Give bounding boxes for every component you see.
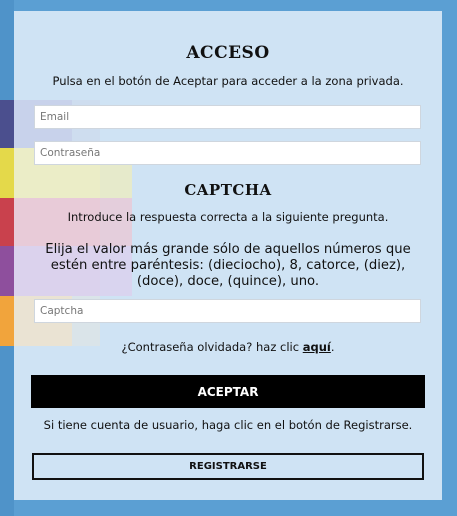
register-button[interactable]: REGISTRARSE	[32, 453, 424, 480]
password-field[interactable]	[34, 141, 421, 165]
register-hint: Si tiene cuenta de usuario, haga clic en el botón de Registrarse.	[43, 418, 413, 432]
captcha-title: CAPTCHA	[184, 181, 272, 199]
captcha-field[interactable]	[34, 299, 421, 323]
forgot-password-line	[14, 340, 442, 354]
login-panel	[14, 11, 442, 500]
forgot-password-suffix: .	[330, 340, 335, 354]
forgot-password-link[interactable]: aquí	[302, 340, 331, 354]
captcha-question: Elija el valor más grande sólo de aquellos números que estén entre paréntesis: (dieciocho), 8, catorce, (diez), (doce), doce, (quince), uno.	[45, 242, 411, 289]
accept-button[interactable]: ACEPTAR	[31, 375, 425, 408]
login-title: ACCESO	[186, 43, 270, 63]
forgot-password-text: ¿Contraseña olvidada? haz clic	[121, 340, 300, 354]
email-field[interactable]	[34, 105, 421, 129]
captcha-subtitle: Introduce la respuesta correcta a la siguiente pregunta.	[67, 210, 389, 224]
login-subtitle: Pulsa en el botón de Aceptar para acceder a la zona privada.	[52, 74, 404, 88]
